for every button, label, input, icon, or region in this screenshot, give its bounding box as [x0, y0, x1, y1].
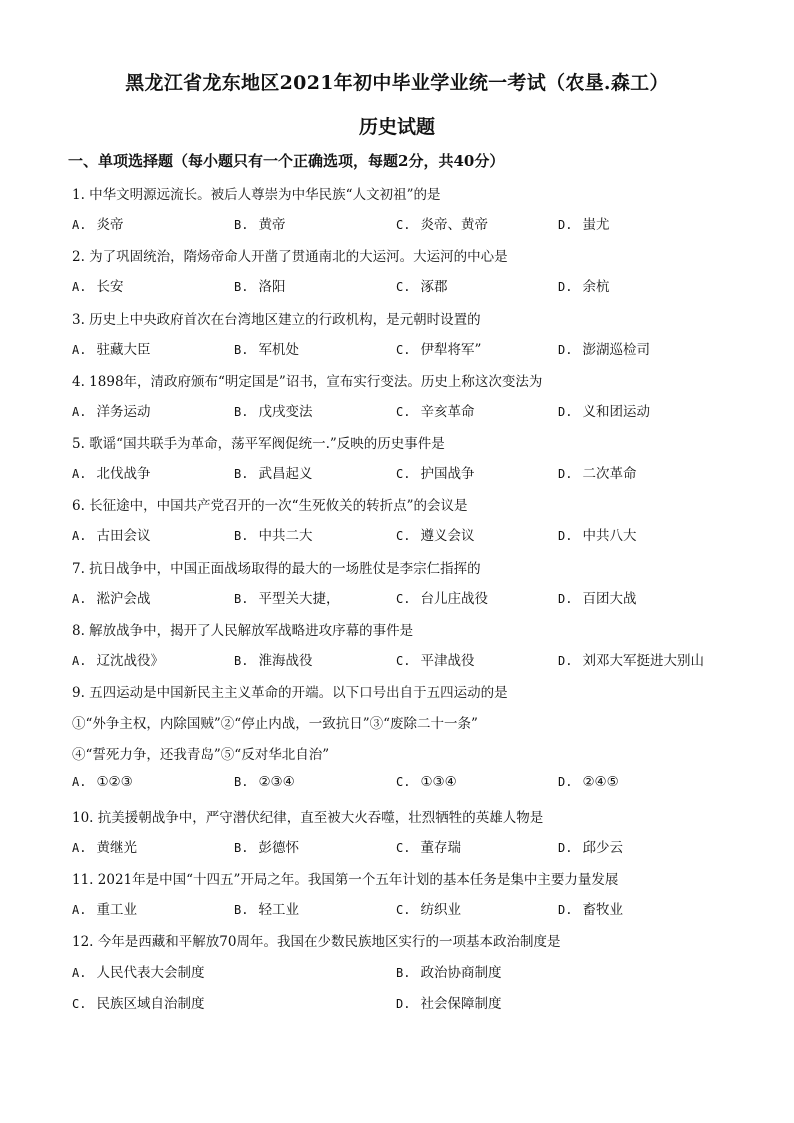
option-a: A. 人民代表大会制度	[72, 965, 205, 981]
option-d: D. 社会保障制度	[396, 996, 502, 1012]
section-heading: 一、单项选择题（每小题只有一个正确选项，每题2分，共40分）	[68, 152, 505, 170]
question-2-stem: 2. 为了巩固统治，隋炀帝命人开凿了贯通南北的大运河。大运河的中心是	[72, 249, 508, 265]
option-b: B. 轻工业	[234, 902, 299, 918]
option-a: A. ①②③	[72, 774, 133, 790]
option-b: B. 黄帝	[234, 217, 286, 233]
option-c: C. 纺织业	[396, 902, 461, 918]
option-d: D. 余杭	[558, 279, 610, 295]
option-b: B. ②③④	[234, 774, 295, 790]
option-b: B. 中共二大	[234, 528, 313, 544]
option-a: A. 洋务运动	[72, 404, 151, 420]
question-7-options	[72, 587, 752, 609]
option-d: D. 邱少云	[558, 840, 623, 856]
question-5-options	[72, 462, 752, 484]
question-6-options	[72, 524, 752, 546]
option-b: B. 武昌起义	[234, 466, 313, 482]
question-9-statements-line-1: ①“外争主权，内除国贼”②“停止内战，一致抗日”③“废除二十一条”	[72, 716, 478, 732]
question-4-stem: 4. 1898年，清政府颁布“明定国是”诏书，宣布实行变法。历史上称这次变法为	[72, 374, 543, 390]
option-b: B. 彭德怀	[234, 840, 299, 856]
question-7-stem: 7. 抗日战争中，中国正面战场取得的最大的一场胜仗是李宗仁指挥的	[72, 561, 481, 577]
option-c: C. 炎帝、黄帝	[396, 217, 488, 233]
question-4-options	[72, 400, 752, 422]
option-b: B. 军机处	[234, 342, 299, 358]
option-b: B. 洛阳	[234, 279, 286, 295]
option-a: A. 古田会议	[72, 528, 151, 544]
question-3-stem: 3. 历史上中央政府首次在台湾地区建立的行政机构，是元朝时设置的	[72, 312, 481, 328]
question-1-options	[72, 213, 752, 235]
option-a: A. 辽沈战役》	[72, 653, 164, 669]
question-8-stem: 8. 解放战争中，揭开了人民解放军战略进攻序幕的事件是	[72, 623, 414, 639]
question-1-stem: 1. 中华文明源远流长。被后人尊崇为中华民族“人文初祖”的是	[72, 187, 441, 203]
question-11-options	[72, 898, 752, 920]
question-8-options	[72, 649, 752, 671]
exam-title: 黑龙江省龙东地区2021年初中毕业学业统一考试（农垦.森工）	[125, 72, 669, 94]
question-11-stem: 11. 2021年是中国“十四五”开局之年。我国第一个五年计划的基本任务是集中主要力量发展	[72, 872, 619, 888]
option-d: D. 义和团运动	[558, 404, 650, 420]
question-9-options	[72, 774, 752, 796]
question-3-options	[72, 338, 752, 360]
option-b: B. 淮海战役	[234, 653, 313, 669]
option-b: B. 政治协商制度	[396, 965, 502, 981]
option-c: C. 遵义会议	[396, 528, 475, 544]
question-12-options-row-2	[72, 992, 752, 1014]
option-a: A. 炎帝	[72, 217, 124, 233]
option-d: D. 中共八大	[558, 528, 637, 544]
option-a: A. 重工业	[72, 902, 137, 918]
option-d: D. ②④⑤	[558, 774, 619, 790]
option-a: A. 淞沪会战	[72, 591, 151, 607]
option-a: A. 黄继光	[72, 840, 137, 856]
option-a: A. 北伐战争	[72, 466, 151, 482]
question-9-statements-line-2: ④“誓死力争，还我青岛”⑤“反对华北自治”	[72, 747, 330, 763]
option-c: C. 护国战争	[396, 466, 475, 482]
exam-subtitle: 历史试题	[358, 116, 435, 138]
question-6-stem: 6. 长征途中，中国共产党召开的一次“生死攸关的转折点”的会议是	[72, 498, 468, 514]
question-5-stem: 5. 歌谣“国共联手为革命，荡平军阀促统一.”反映的历史事件是	[72, 436, 445, 452]
question-10-stem: 10. 抗美援朝战争中，严守潜伏纪律，直至被大火吞噬，壮烈牺牲的英雄人物是	[72, 810, 544, 826]
option-a: A. 长安	[72, 279, 124, 295]
option-c: C. 伊犁将军”	[396, 342, 482, 358]
question-9-stem: 9. 五四运动是中国新民主主义革命的开端。以下口号出自于五四运动的是	[72, 685, 508, 701]
option-a: A. 驻藏大臣	[72, 342, 151, 358]
option-c: C. 民族区域自治制度	[72, 996, 205, 1012]
option-d: D. 百团大战	[558, 591, 637, 607]
option-c: C. 辛亥革命	[396, 404, 475, 420]
option-b: B. 戊戌变法	[234, 404, 313, 420]
option-c: C. 台儿庄战役	[396, 591, 488, 607]
option-b: B. 平型关大捷，	[234, 591, 340, 607]
option-d: D. 刘邓大军挺进大别山	[558, 653, 704, 669]
question-12-options-row-1	[72, 961, 752, 983]
option-d: D. 二次革命	[558, 466, 637, 482]
option-c: C. 涿郡	[396, 279, 448, 295]
question-2-options	[72, 275, 752, 297]
option-c: C. 董存瑞	[396, 840, 461, 856]
question-12-stem: 12. 今年是西藏和平解放70周年。我国在少数民族地区实行的一项基本政治制度是	[72, 934, 561, 950]
option-d: D. 澎湖巡检司	[558, 342, 650, 358]
question-10-options	[72, 836, 752, 858]
option-d: D. 蚩尤	[558, 217, 610, 233]
option-c: C. 平津战役	[396, 653, 475, 669]
option-c: C. ①③④	[396, 774, 457, 790]
option-d: D. 畜牧业	[558, 902, 623, 918]
